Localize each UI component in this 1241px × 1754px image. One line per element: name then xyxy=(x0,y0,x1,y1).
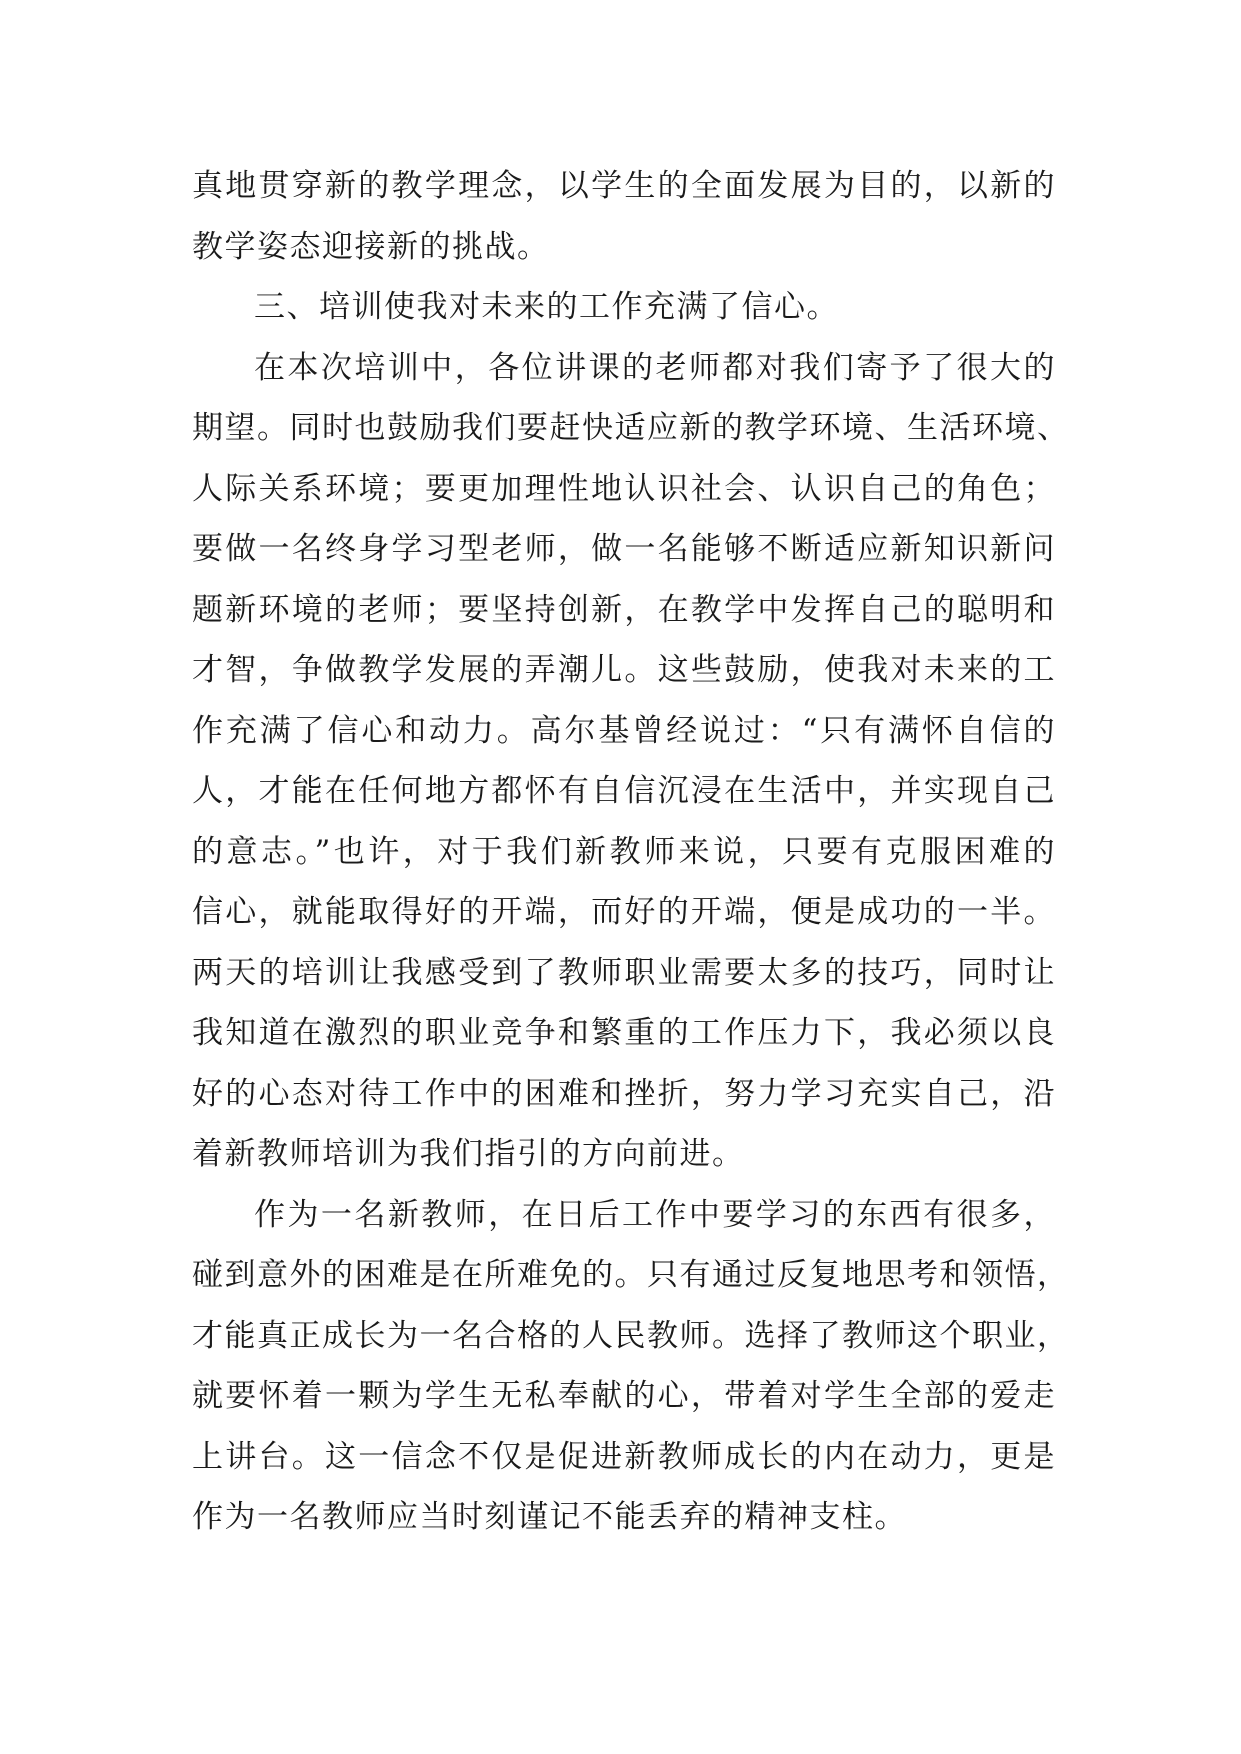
text-line: 要做一名终身学习型老师，做一名能够不断适应新知识新问 xyxy=(192,531,1056,567)
text-line: 碰到意外的困难是在所难免的。只有通过反复地思考和领悟， xyxy=(192,1257,1070,1293)
document-body xyxy=(192,156,1070,1548)
text-line: 两天的培训让我感受到了教师职业需要太多的技巧，同时让 xyxy=(192,954,1056,991)
text-line: 着新教师培训为我们指引的方向前进。 xyxy=(192,1136,745,1172)
text-line: 作为一名教师应当时刻谨记不能丢弃的精神支柱。 xyxy=(192,1499,907,1535)
text-line: 好的心态对待工作中的困难和挫折，努力学习充实自己，沿 xyxy=(192,1075,1056,1112)
paragraph-continuation xyxy=(192,156,1056,277)
text-line: 才智，争做教学发展的弄潮儿。这些鼓励，使我对未来的工 xyxy=(192,652,1056,688)
text-line: 在本次培训中，各位讲课的老师都对我们寄予了很大的 xyxy=(254,349,1056,386)
text-line: 作为一名新教师，在日后工作中要学习的东西有很多， xyxy=(254,1196,1056,1233)
text-line: 才能真正成长为一名合格的人民教师。选择了教师这个职业， xyxy=(192,1317,1070,1354)
text-line: 人，才能在任何地方都怀有自信沉浸在生活中，并实现自己 xyxy=(192,773,1056,809)
text-line: 作充满了信心和动力。高尔基曾经说过：“只有满怀自信的 xyxy=(192,712,1056,749)
text-line: 人际关系环境；要更加理性地认识社会、认识自己的角色； xyxy=(192,470,1056,507)
text-line: 真地贯穿新的教学理念，以学生的全面发展为目的，以新的 xyxy=(192,168,1056,204)
text-line: 期望。同时也鼓励我们要赶快适应新的教学环境、生活环境、 xyxy=(192,410,1070,446)
paragraph-new-teacher xyxy=(192,1185,1070,1548)
section-heading-paragraph xyxy=(192,277,1056,338)
text-line: 我知道在激烈的职业竞争和繁重的工作压力下，我必须以良 xyxy=(192,1015,1056,1051)
text-line: 信心，就能取得好的开端，而好的开端，便是成功的一半。 xyxy=(192,894,1056,930)
text-line: 教学姿态迎接新的挑战。 xyxy=(192,228,550,265)
text-line: 就要怀着一颗为学生无私奉献的心，带着对学生全部的爱走 xyxy=(192,1378,1056,1414)
section-heading: 三、培训使我对未来的工作充满了信心。 xyxy=(254,289,839,325)
paragraph-training-encouragement xyxy=(192,338,1070,1185)
text-line: 题新环境的老师；要坚持创新，在教学中发挥自己的聪明和 xyxy=(192,591,1056,628)
text-line: 上讲台。这一信念不仅是促进新教师成长的内在动力，更是 xyxy=(192,1438,1056,1475)
text-line: 的意志。”也许，对于我们新教师来说，只要有克服困难的 xyxy=(192,833,1056,870)
